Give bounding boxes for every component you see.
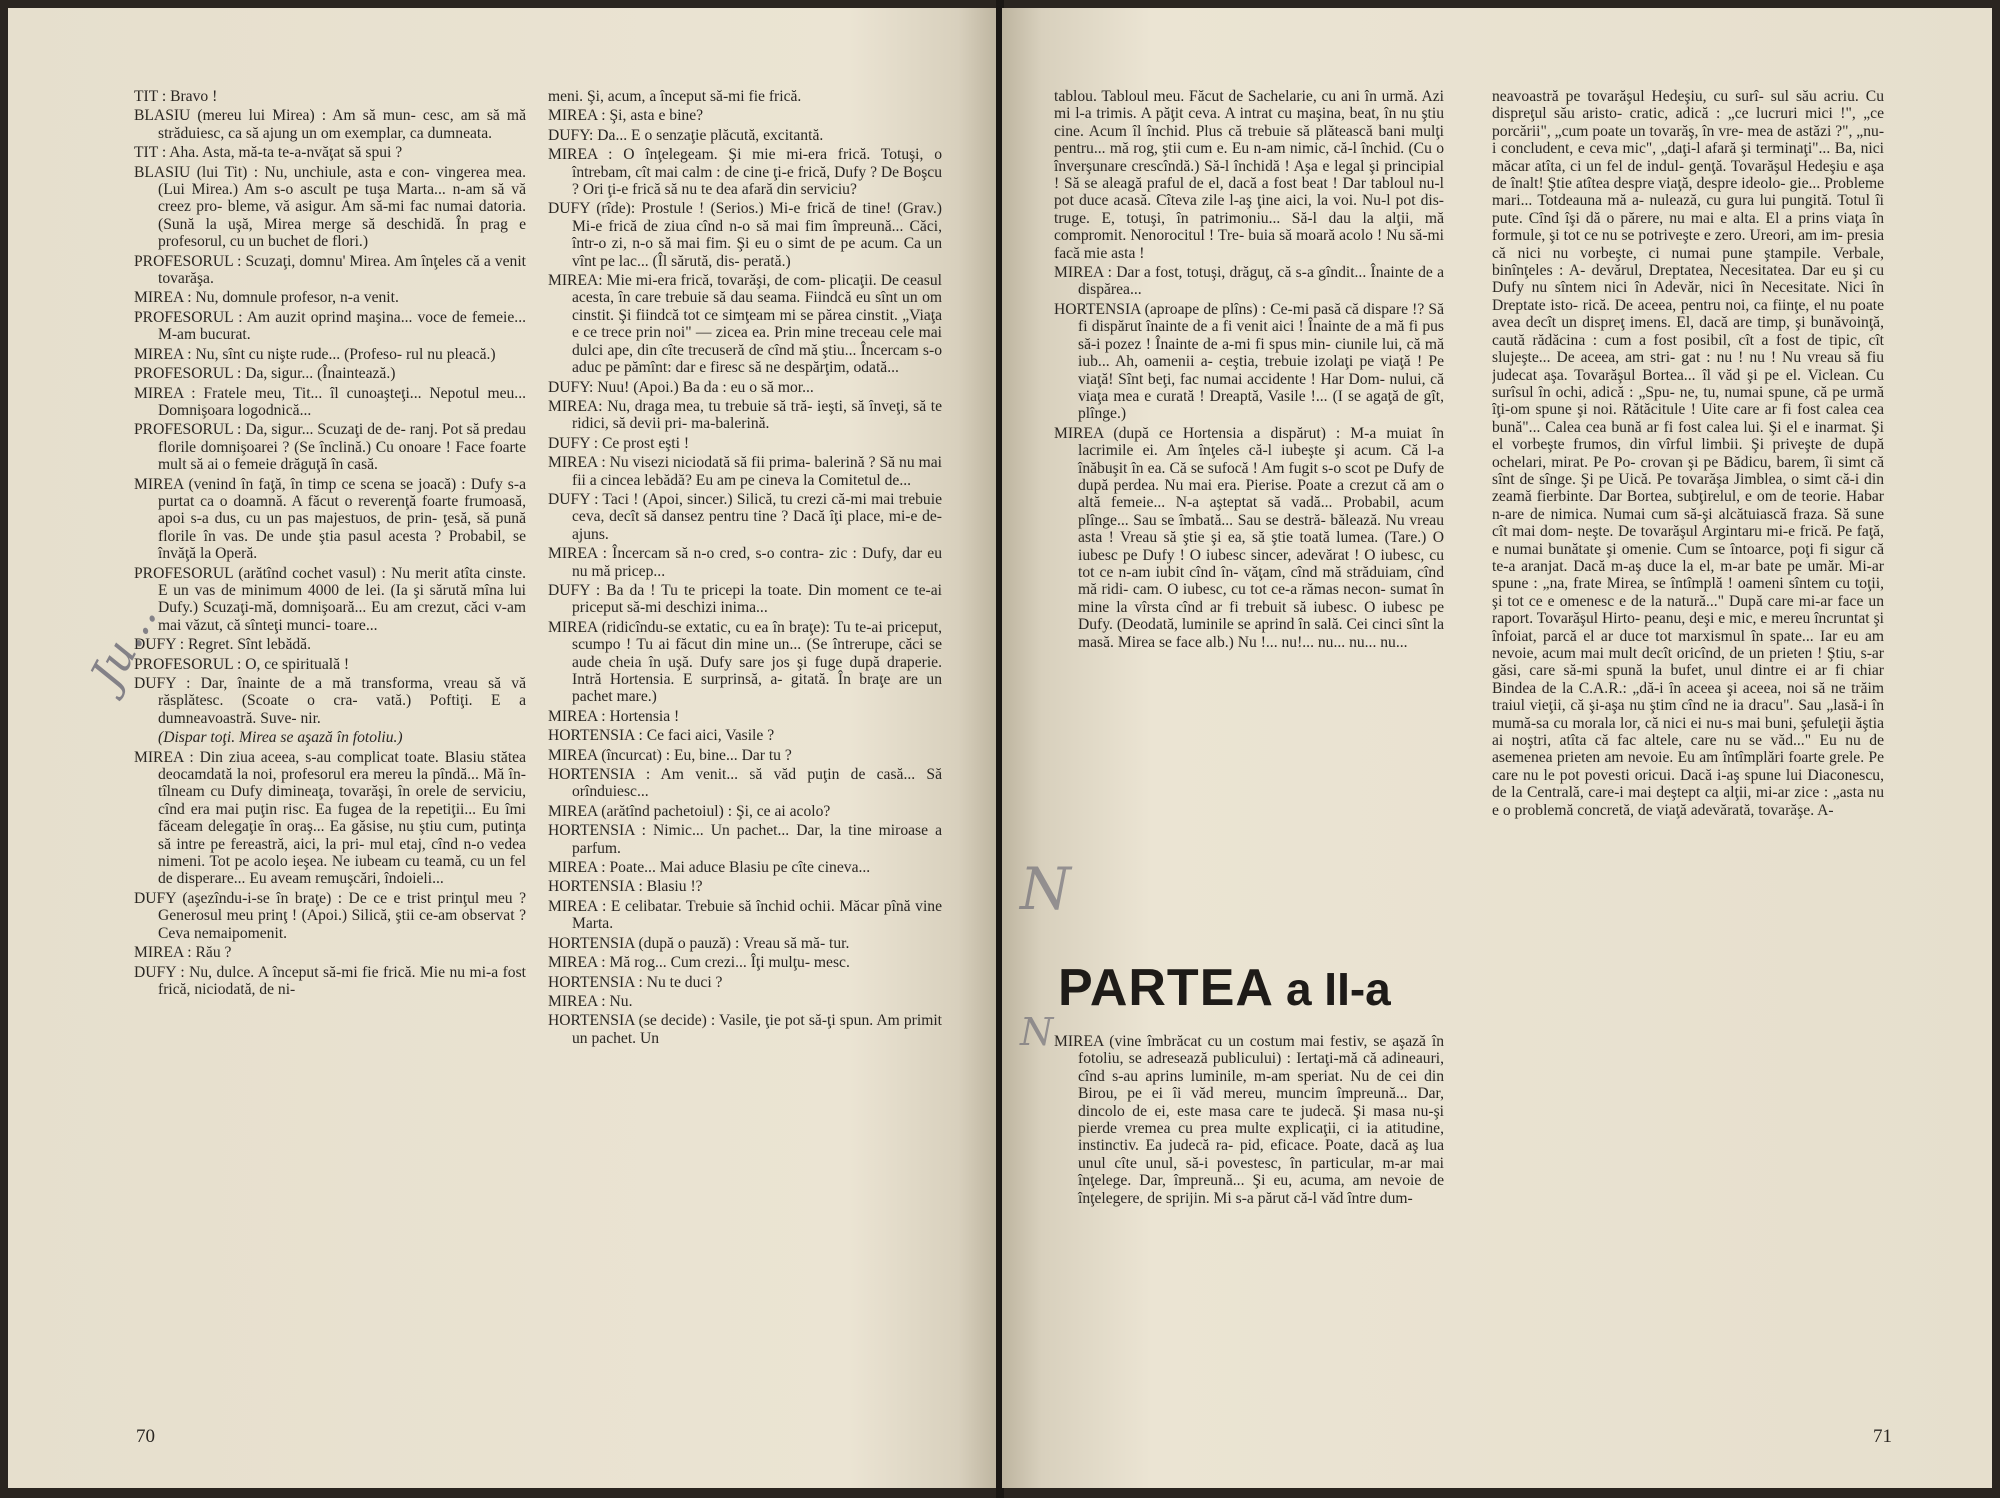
- paragraph: DUFY : Taci ! (Apoi, sincer.) Silică, tu crezi că-mi mai trebuie ceva, decît să dansez pentru tine ? Dacă îţi place, mi-e de-ajuns.: [548, 490, 942, 543]
- paragraph: MIREA : Nu.: [548, 992, 633, 1010]
- paragraph: DUFY : Ba da ! Tu te pricepi la toate. Din moment ce te-ai priceput să-mi deschizi inima...: [548, 581, 942, 617]
- part-title: [1058, 958, 1478, 1018]
- paragraph: MIREA (ridicîndu-se extatic, cu ea în braţe): Tu te-ai priceput, scumpo ! Tu ai făcut din mine un... (Se întrerupe, căci se aude cheia în uşă. Dufy sare jos şi fuge după draperie. Intră Hortensia. E surprinsă, a- gitată. În braţe are un pachet mare.): [548, 618, 942, 706]
- paragraph: DUFY: Da... E o senzaţie plăcută, excitantă.: [548, 126, 824, 144]
- paragraph: HORTENSIA : Nimic... Un pachet... Dar, la tine miroase a parfum.: [548, 822, 942, 857]
- paragraph: HORTENSIA (aproape de plîns) : Ce-mi pasă că dispare !? Să fi dispărut înainte de a fi venit aici ! Înainte de a mă fi pus să-i pozez ! Înainte de a-mi fi spus min- ciunile lui, că mă iub... Ah, oamenii a- ceştia, trebuie izolaţi pe viaţă ! Pe viaţă! Sînt beţi, fac numai accidente ! Har Dom- nului, că viaţa mea e curată ! Dreaptă, Vasile !... (I se agaţă de gît, plînge.): [1054, 300, 1444, 423]
- paragraph: MIREA : Din ziua aceea, s-au complicat toate. Blasiu stătea deocamdată la noi, profesorul era mereu la pîndă... Mă în- tîlneam cu Dufy dimineaţa, tovarăşi, în orele de serviciu, cînd era mai puţin risc. Ea fugea de la repetiţii... Eu îmi făceam delegaţie în oraş... Ea găsise, nu ştiu cum, putinţa să intre pe fereastră, aici, la pri- mul etaj, cînd n-o vedea nimeni. Tot pe acolo ieşea. Ne iubeam cu teamă, cu un fel de disperare... Eu aveam remuşcări, îndoieli...: [134, 748, 526, 888]
- right-page-column-1-bottom: [1054, 1033, 1444, 1423]
- paragraph: MIREA : Hortensia !: [548, 707, 680, 725]
- right-page-column-1-top: [1054, 88, 1444, 788]
- paragraph: HORTENSIA (se decide) : Vasile, ţie pot să-ţi spun. Am primit un pachet. Un: [548, 1012, 942, 1047]
- paragraph: MIREA : Rău ?: [134, 944, 232, 962]
- paragraph: MIREA : Şi, asta e bine?: [548, 107, 704, 125]
- paragraph: PROFESORUL : Scuzaţi, domnu' Mirea. Am înţeles că a venit tovarăşa.: [134, 252, 526, 288]
- paragraph: HORTENSIA : Nu te duci ?: [548, 973, 723, 991]
- paragraph: MIREA : Fratele meu, Tit... îl cunoaşteţi... Nepotul meu... Domnişoara logodnică...: [134, 384, 526, 419]
- paragraph: MIREA (vine îmbrăcat cu un costum mai festiv, se aşază în fotoliu, se adresează publicului) : Iertaţi-mă că adineauri, cînd s-au aprins luminile, m-am speriat. Nu de cei din Birou, pe ei îi văd mereu, muncim împreună... Dar, dincolo de ei, este masa care te judecă. Şi masa nu-şi pierde vremea cu prea multe explicaţii, ci ia atitudine, instinctiv. Ea judecă ra- pid, eficace. Poate, dacă aş lua unul cîte unul, să-i povestesc, în particular, m-ar mai înţelege. Dar, împreună... Şi eu, acuma, am nevoie de înţelegere, de sprijin. Mi s-a părut că-l văd între dum-: [1054, 1033, 1444, 1207]
- paragraph: MIREA : E celibatar. Trebuie să închid ochii. Măcar pînă vine Marta.: [548, 897, 942, 933]
- paragraph: DUFY : Regret. Sînt lebădă.: [134, 636, 311, 654]
- handwritten-mark-2: N: [1020, 1010, 1054, 1054]
- left-page: [8, 8, 998, 1488]
- paragraph: HORTENSIA : Am venit... să văd puţin de casă... Să orînduiesc...: [548, 766, 942, 801]
- paragraph: HORTENSIA : Blasiu !?: [548, 878, 703, 896]
- paragraph: DUFY : Dar, înainte de a mă transforma, vreau să vă răsplătesc. (Scoate o cra- vată.) Poftiţi. E a dumneavoastră. Suve- nir.: [134, 675, 526, 727]
- paragraph: PROFESORUL : Da, sigur... Scuzaţi de de- ranj. Pot să predau florile domnişoarei ? (Se înclină.) Cu onoare ! Face foarte mult să ai o femeie drăguţă în casă.: [134, 421, 526, 474]
- paragraph: (Dispar toţi. Mirea se aşază în fotoliu.): [158, 729, 403, 747]
- handwritten-mark-1: N: [1020, 855, 1071, 923]
- paragraph: MIREA : Mă rog... Cum crezi... Îţi mulţu- mesc.: [548, 954, 850, 972]
- paragraph: PROFESORUL (arătînd cochet vasul) : Nu merit atîta cinste. E un vas de minimum 4000 de lei. (Ia şi sărută mîna lui Dufy.) Scuzaţi-mă, domnişoară... Eu am crezut, căci v-am mai văzut, că sînteţi munci- toare...: [134, 564, 526, 634]
- paragraph: MIREA: Nu, draga mea, tu trebuie să tră- ieşti, să înveţi, să te ridici, să devii pri- ma-balerină.: [548, 397, 942, 433]
- part-title-main: PARTEA: [1058, 959, 1274, 1017]
- paragraph: BLASIU (mereu lui Mirea) : Am să mun- cesc, am să mă străduiesc, ca să ajung un om exemplar, ca dumneata.: [134, 107, 526, 142]
- right-page-column-2: [1492, 88, 1884, 1418]
- paragraph: DUFY : Ce prost eşti !: [548, 434, 690, 452]
- left-page-column-2: [548, 88, 942, 1413]
- paragraph: tablou. Tabloul meu. Făcut de Sachelarie, cu ani în urmă. Azi mi l-a trimis. A păţit ceva. A intrat cu maşina, beat, în nu ştiu cine. Acum îl închid. Plus că trebuie să plătească bani mulţi pentru... mă rog, ştii cum e. Eu n-am nimic, că-l închid. (Cu o înverşunare crescîndă.) Să-l închidă ! Aşa e legal şi principial ! Să se aleagă praful de el, dacă a fost beat ! Dar tabloul nu-l pot duce acasă. Cîteva zile l-aş ţine aici, la voi. Nu-l pot dis- truge. E, totuşi, în patrimoniu... Să-l dau la alţii, mă compromit. Nenorocitul ! Tre- buia să moară acolo ! Nu să-mi facă mie asta !: [1054, 88, 1444, 262]
- paragraph: MIREA (încurcat) : Eu, bine... Dar tu ?: [548, 746, 792, 764]
- paragraph: DUFY (aşezîndu-i-se în braţe) : De ce e trist prinţul meu ? Generosul meu prinţ ! (Apoi.) Silică, ştii ce-am observat ? Ceva nemaipomenit.: [134, 889, 526, 942]
- paragraph: MIREA : Dar a fost, totuşi, drăguţ, că s-a gîndit... Înainte de a dispărea...: [1054, 264, 1444, 299]
- paragraph: PROFESORUL : Da, sigur... (Înaintează.): [134, 365, 396, 383]
- left-page-column-1: [134, 88, 526, 1413]
- paragraph: DUFY: Nuu! (Apoi.) Ba da : eu o să mor...: [548, 378, 814, 396]
- paragraph: MIREA (arătînd pachetoiul) : Şi, ce ai acolo?: [548, 802, 831, 820]
- paragraph: HORTENSIA (după o pauză) : Vreau să mă- tur.: [548, 934, 850, 952]
- paragraph: MIREA : Încercam să n-o cred, s-o contra- zic : Dufy, dar eu nu mă pricep...: [548, 545, 942, 580]
- paragraph: PROFESORUL : O, ce spirituală !: [134, 655, 350, 673]
- paragraph: MIREA : Nu, domnule profesor, n-a venit.: [134, 289, 399, 307]
- paragraph: BLASIU (lui Tit) : Nu, unchiule, asta e con- vingerea mea. (Lui Mirea.) Am s-o ascult pe tuşa Marta... n-am să vă creez pro- bleme, vă asigur. Am să-mi fac numai datoria. (Sună la uşă, Mirea merge să deschidă. În prag e profesorul, cu un buchet de flori.): [134, 163, 526, 251]
- paragraph: MIREA (după ce Hortensia a dispărut) : M-a muiat în lacrimile ei. Am înţeles că-l iubeşte şi acum. Că l-a înăbuşit în ea. Că se sufocă ! Am fugit s-o scot pe Dufy de după perdea. Nu mai era. Pierise. Poate a crezut că am o altă femeie... N-a aşteptat să vadă... Probabil, acum plînge... Sau se îmbată... Sau se destră- bălează. Nu vreau asta ! Vreau să ştie şi ea, să ştie toată lumea. (Tare.) O iubesc pe Dufy ! O iubesc sincer, adevărat ! O iubesc, cu tot ce n-am iubit cînd în- văţam, cînd mă străduiam, cînd mă ridi- cam. O iubesc, cu tot ce-a rămas necon- sumat în mine la vîrsta cînd ar fi trebuit să iubesc. O iubesc pe Dufy. (Deodată, luminile se aprind în sală. Cei cinci sînt la masă. Mirea se face alb.) Nu !... nu!... nu... nu... nu...: [1054, 424, 1444, 651]
- paragraph: MIREA : Poate... Mai aduce Blasiu pe cîte cineva...: [548, 859, 871, 877]
- paragraph: DUFY : Nu, dulce. A început să-mi fie frică. Mie nu mi-a fost frică, niciodată, de ni-: [134, 963, 526, 998]
- right-page: [1002, 8, 1992, 1488]
- page-number-left: 70: [136, 1426, 155, 1447]
- paragraph: meni. Şi, acum, a început să-mi fie frică.: [548, 88, 802, 105]
- paragraph: HORTENSIA : Ce faci aici, Vasile ?: [548, 727, 775, 745]
- handwritten-margin-note: Ju...: [80, 594, 168, 697]
- paragraph: MIREA : Nu visezi niciodată să fii prima- balerină ? Să nu mai fii a cincea lebădă? Eu am pe cineva la Comitetul de...: [548, 454, 942, 489]
- paragraph: PROFESORUL : Am auzit oprind maşina... voce de femeie... M-am bucurat.: [134, 308, 526, 344]
- paragraph: MIREA (venind în faţă, în timp ce scena se joacă) : Dufy s-a purtat ca o doamnă. A făcut o reverenţă foarte frumoasă, apoi s-a dus, cu un pas majestuos, de prin- ţesă, să pună florile în vas. De unde ştia pasul acesta ? Probabil, se învăţă la Operă.: [134, 475, 526, 563]
- paragraph: MIREA : O înţelegeam. Şi mie mi-era frică. Totuşi, o întrebam, cît mai calm : de cine ţi-e frică, Dufy ? De Boşcu ? Ori ţi-e frică să nu te dea afară din serviciu?: [548, 146, 942, 199]
- paragraph: TIT : Bravo !: [134, 88, 218, 105]
- paragraph: DUFY (rîde): Prostule ! (Serios.) Mi-e frică de tine! (Grav.) Mi-e frică de ziua cînd n-o să mai fim împreună... Căci, într-o zi, n-o să mai fim. Şi eu o simt de pe acum. Ca un vînt pe lac... (Îl sărută, dis- perată.): [548, 200, 942, 270]
- paragraph: MIREA: Mie mi-era frică, tovarăşi, de com- plicaţii. De ceasul acesta, în care trebuie să dau seama. Fiindcă eu sînt un om cinstit. Şi fiindcă tot ce simţeam mi se părea cinstit. „Viaţa e ce trece prin noi" — zicea ea. Prin mine treceau cele mai dulci ape, din cîte trecuseră de cînd mă ştiu... Încercam s-o aduc pe pămînt: dar e firesc să ne despărţim, odată...: [548, 272, 942, 377]
- part-title-suffix: a II-a: [1285, 963, 1391, 1015]
- paragraph: MIREA : Nu, sînt cu nişte rude... (Profeso- rul nu pleacă.): [134, 345, 496, 363]
- page-number-right: 71: [1873, 1426, 1892, 1447]
- paragraph: neavoastră pe tovarăşul Hedeşiu, cu surî- sul său acriu. Cu dispreţul său aristo- cratic, adică : „ce lucruri mici !", „ce porcării", „cum poate un tovarăş, în vre- mea de astăzi ?", „nu-i concludent, e ceva mic", „daţi-l afară şi terminaţi"... Ba, nici măcar atîta, ci un fel de indul- genţă. Tovarăşul Hedeşiu e aşa de înalt! Ştie atîtea despre viaţă, despre ideolo- gie... Probleme mari... Totdeauna mă a- nulează, cu gura lui pungită. Totul îi pute. Cînd îşi dă o părere, nu mai e alta. El a prins viaţa în formule, şi tot ce nu se potriveşte e zero. Ureori, am im- presia că nici nu vorbeşte, ci numai pune ştampile. Verbale, binînţeles : A- devărul, Dreptatea, Necesitatea. Dar eu şi cu Dufy nu sîntem nici în Adevăr, nici în Necesitate. Nici în Dreptate isto- rică. De aceea, pentru noi, ca fiinţe, el nu poate avea decît un dispreţ imens. El, dacă are timp, şi bunăvoinţă, caută rădăcina : cum a fost posibil, cît a fost de tipic, cît slujeşte... De aceea, am stri- gat : nu ! nu ! Nu vreau să fiu judecat aşa. Tovarăşul Bortea... îl văd şi pe el. Viclean. Cu surîsul în ochi, adică : „Spu- ne, tu, numai spune, că pe urmă îţi-om spune şi noi. Rătăcitule ! Uite care ar fi fost calea cea bună"... Calea cea bună ar fi fost calea lui. Şi el e inarmat. Şi el vorbeşte frumos, din vîrful limbii. Şi priveşte de după ochelari, mirat. Pe Po- crovan şi pe Bădicu, barem, îi simt că sînt de sînge. Şi pe Uică. Pe tovarăşa Jimblea, o simt că-i din zeamă fierbinte. Dar Bortea, subţirelul, e om de teorie. Habar n-are de nimica. Numai cum să-şi alcătuiască fraza. Să sune cît mai dom- neşte. De tovarăşul Argintaru mi-e frică. Pe faţă, e numai bunătate şi omenie. Cum se întoarce, poţi fi sigur că te-a aranjat. Dacă m-aş duce la el, m-ar bate pe umăr. Mi-ar spune : „na, frate Mirea, se întîmplă ! oameni sîntem cu toţii, şi tot ce e omenesc e de la natură..." După care mi-ar face un raport. Tovarăşul Hirto- peanu, deşi e mic, e mereu încruntat şi înfoiat, parcă el ar duce tot marxismul în spate... Iar eu am nevoie, acum mai mult decît oricînd, de un prieten ! Ştiu, s-ar găsi, care să-mi spună la bufet, unul dintre ei ar fi chiar Bindea de la C.A.R.: „dă-i în aceea şi aceea, noi să ne trăim traiul vieţii, că şi-aşa nu ştim cînd ne ia dracu". Sau „lasă-i în mumă-sa cu morala lor, că nici ei nu-s mai buni, şefuleţii ăştia ai noştri, atîta că fac altele, care nu se văd..." Eu nu de asemenea prieten am nevoie. Eu am întîmplări foarte grele. Pe care nu le pot povesti oricui. Dacă i-aş spune lui Diaconescu, de la Centrală, care-i mai deştept ca alţii, mi-ar zice : „asta nu e o problemă concretă, de viaţă adevărată, tovarăşe. A-: [1492, 88, 1884, 819]
- paragraph: TIT : Aha. Asta, mă-ta te-a-nvăţat să spui ?: [134, 144, 403, 162]
